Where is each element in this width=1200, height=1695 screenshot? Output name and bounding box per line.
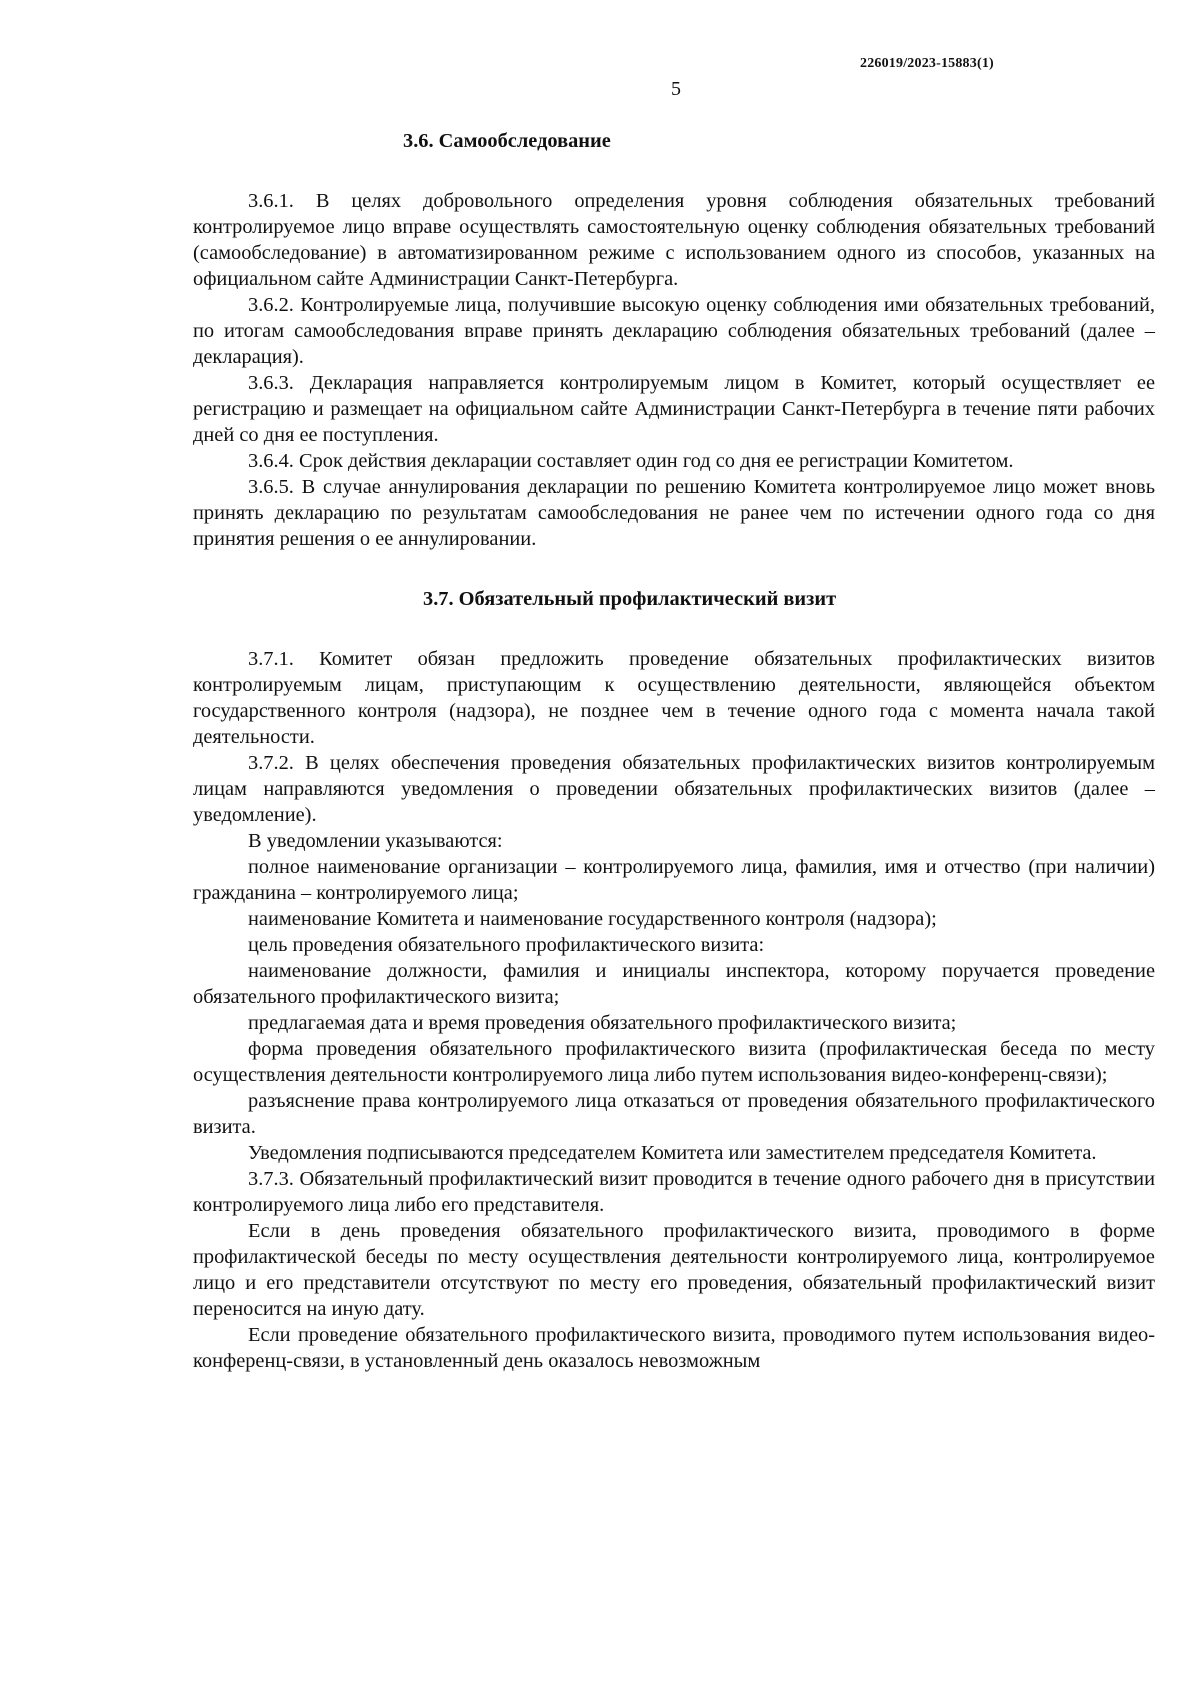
notice-item-form: форма проведения обязательного профилактического визита (профилактическая беседа по месту осуществления деятельности контролируемого лица либо путем использования видео-конференц-связи); xyxy=(193,1038,1155,1086)
paragraph-3-7-3: 3.7.3. Обязательный профилактический визит проводится в течение одного рабочего дня в присутствии контролируемого лица либо его представителя. xyxy=(193,1168,1155,1216)
paragraph-3-7-1: 3.7.1. Комитет обязан предложить проведение обязательных профилактических визитов контролируемым лицам, приступающим к осуществлению деятельности, являющейся объектом государственного контроля (надзора), не позднее чем в течение одного года с момента начала такой деятельности. xyxy=(193,648,1155,748)
paragraph-3-6-5: 3.6.5. В случае аннулирования декларации по решению Комитета контролируемое лицо может вновь принять декларацию по результатам самообследования не ранее чем по истечении одного года со дня принятия решения о ее аннулировании. xyxy=(193,476,1155,550)
document-id: 226019/2023-15883(1) xyxy=(860,56,994,71)
section-heading-3-6: 3.6. Самообследование xyxy=(403,130,611,152)
section-heading-3-7: 3.7. Обязательный профилактический визит xyxy=(423,588,837,610)
page-number: 5 xyxy=(671,78,681,100)
document-body xyxy=(193,128,1155,1374)
paragraph-3-7-2: 3.7.2. В целях обеспечения проведения обязательных профилактических визитов контролируемым лицам направляются уведомления о проведении обязательных профилактических визитов (далее – уведомление). xyxy=(193,752,1155,826)
notice-item-date-time: предлагаемая дата и время проведения обязательного профилактического визита; xyxy=(248,1012,957,1034)
paragraph-videoconference: Если проведение обязательного профилактического визита, проводимого путем использования видео-конференц-связи, в установленный день оказалось невозможным xyxy=(193,1324,1155,1372)
notice-item-committee: наименование Комитета и наименование государственного контроля (надзора); xyxy=(248,908,937,930)
paragraph-3-6-1: 3.6.1. В целях добровольного определения уровня соблюдения обязательных требований контролируемое лицо вправе осуществлять самостоятельную оценку соблюдения обязательных требований (самообследование) в автоматизированном режиме с использованием одного из способов, указанных на официальном сайте Администрации Санкт-Петербурга. xyxy=(193,190,1155,290)
paragraph-3-6-4: 3.6.4. Срок действия декларации составляет один год со дня ее регистрации Комитетом. xyxy=(248,450,1014,472)
paragraph-absence-rescheduling: Если в день проведения обязательного профилактического визита, проводимого в форме профилактической беседы по месту осуществления деятельности контролируемого лица, контролируемое лицо и его представители отсутствуют по месту его проведения, обязательный профилактический визит переносится на иную дату. xyxy=(193,1220,1155,1320)
notice-item-purpose: цель проведения обязательного профилактического визита: xyxy=(248,934,765,956)
notice-signing: Уведомления подписываются председателем Комитета или заместителем председателя Комитета. xyxy=(248,1142,1097,1164)
paragraph-3-6-3: 3.6.3. Декларация направляется контролируемым лицом в Комитет, который осуществляет ее регистрацию и размещает на официальном сайте Администрации Санкт-Петербурга в течение пяти рабочих дней со дня ее поступления. xyxy=(193,372,1155,446)
paragraph-3-6-2: 3.6.2. Контролируемые лица, получившие высокую оценку соблюдения ими обязательных требований, по итогам самообследования вправе принять декларацию соблюдения обязательных требований (далее – декларация). xyxy=(193,294,1155,368)
notice-item-organization: полное наименование организации – контролируемого лица, фамилия, имя и отчество (при наличии) гражданина – контролируемого лица; xyxy=(193,856,1155,904)
notice-item-inspector: наименование должности, фамилия и инициалы инспектора, которому поручается проведение обязательного профилактического визита; xyxy=(193,960,1155,1008)
notice-contents-intro: В уведомлении указываются: xyxy=(248,830,503,852)
notice-item-right-to-refuse: разъяснение права контролируемого лица отказаться от проведения обязательного профилактического визита. xyxy=(193,1090,1155,1138)
